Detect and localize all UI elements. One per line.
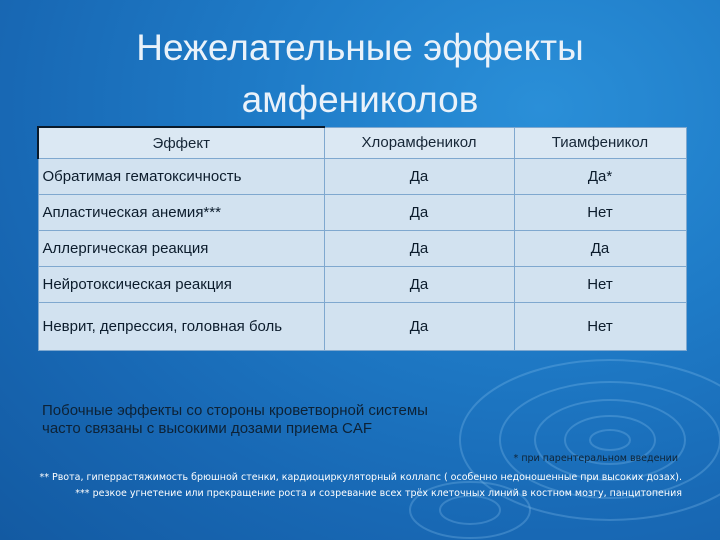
effect-cell: Обратимая гематоксичность <box>38 159 324 195</box>
table-row <box>38 267 686 303</box>
thiamphenicol-cell: Нет <box>514 267 686 303</box>
chloramphenicol-cell: Да <box>324 231 514 267</box>
column-header-thiamphenicol: Тиамфеникол <box>514 127 686 159</box>
thiamphenicol-cell: Да <box>514 231 686 267</box>
effect-cell: Апластическая анемия*** <box>38 195 324 231</box>
effect-cell: Неврит, депрессия, головная боль <box>38 303 324 351</box>
footnote-bone-marrow: *** резкое угнетение или прекращение роста и созревание всех трёх клеточных линий в костном мозгу, панцитопения <box>75 488 682 499</box>
thiamphenicol-cell: Нет <box>514 195 686 231</box>
adverse-effects-table <box>37 126 687 351</box>
thiamphenicol-cell: Нет <box>514 303 686 351</box>
effect-cell: Аллергическая реакция <box>38 231 324 267</box>
note-line-1: Побочные эффекты со стороны кроветворной системы <box>42 402 428 419</box>
chloramphenicol-cell: Да <box>324 195 514 231</box>
chloramphenicol-cell: Да <box>324 267 514 303</box>
chloramphenicol-cell: Да <box>324 303 514 351</box>
column-header-chloramphenicol: Хлорамфеникол <box>324 127 514 159</box>
slide-title <box>60 22 660 126</box>
footnote-parenteral: * при парентеральном введении <box>513 453 678 464</box>
table-row <box>38 231 686 267</box>
table-row <box>38 159 686 195</box>
footnotes-block <box>22 470 682 502</box>
chloramphenicol-cell: Да <box>324 159 514 195</box>
column-header-effect: Эффект <box>38 127 324 159</box>
side-effects-note <box>42 402 542 438</box>
slide-title-line-2: амфениколов <box>241 79 479 120</box>
table-row <box>38 195 686 231</box>
footnote-vomiting: ** Рвота, гиперрастяжимость брюшной стенки, кардиоциркуляторный коллапс ( особенно недоношенные при высоких дозах). <box>39 472 682 483</box>
note-line-2: часто связаны с высокими дозами приема CAF <box>42 420 372 437</box>
thiamphenicol-cell: Да* <box>514 159 686 195</box>
effect-cell: Нейротоксическая реакция <box>38 267 324 303</box>
table-row <box>38 303 686 351</box>
table-header-row <box>38 127 686 159</box>
slide-title-line-1: Нежелательные эффекты <box>136 27 584 68</box>
